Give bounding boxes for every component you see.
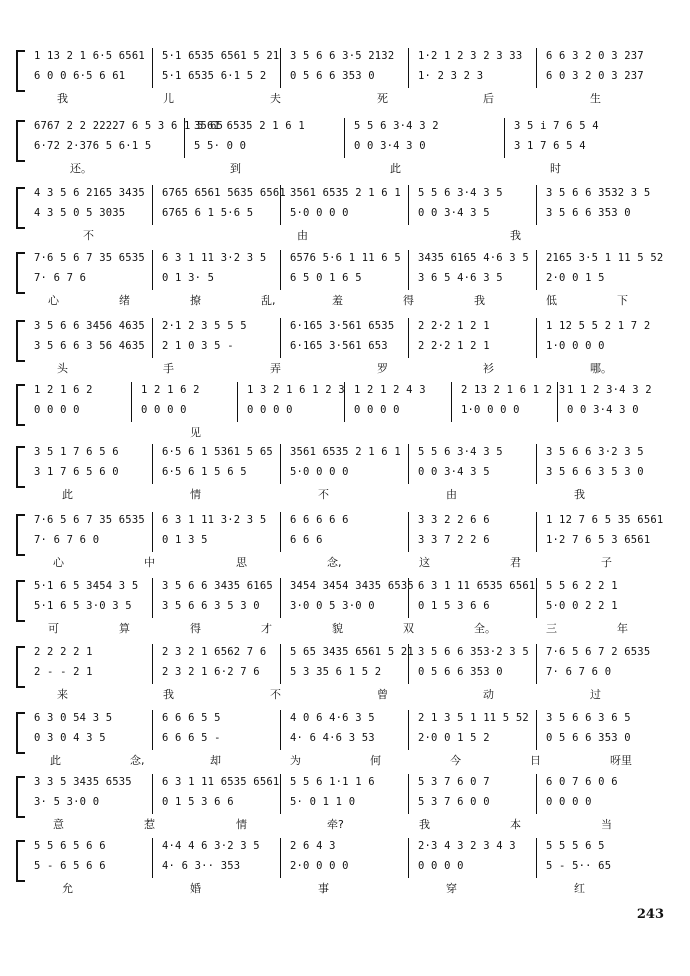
system-brace — [16, 187, 25, 229]
lyric-word: 貌 — [332, 622, 343, 635]
music-system — [30, 118, 670, 176]
measure-notation: 4 3 5 6 2165 3435 — [34, 187, 145, 199]
upper-notation-line — [30, 320, 670, 340]
measure-notation: 3 3 2 2 6 6 — [418, 514, 490, 526]
lyric-word: 念, — [130, 754, 145, 767]
measure-notation: 3 5 6 6 3 5 3 0 — [162, 600, 260, 612]
lyric-word: 穿 — [446, 882, 457, 895]
music-system — [30, 48, 670, 106]
upper-notation-line — [30, 50, 670, 70]
upper-notation-line — [30, 187, 670, 207]
measure-notation: 2 3 2 1 6562 7 6 — [162, 646, 267, 658]
lyrics-line — [30, 554, 670, 570]
measure-notation: 0 1 5 3 6 6 — [162, 796, 234, 808]
measure-notation: 1 3 2 1 6 1 2 3 — [247, 384, 345, 396]
lyrics-line — [30, 816, 670, 832]
lower-notation-line — [30, 140, 670, 160]
lyric-word: 不 — [318, 488, 329, 501]
lyric-word: 允 — [62, 882, 73, 895]
lower-notation-line — [30, 534, 670, 554]
measure-notation: 2 1 3 5 1 11 5 52 — [418, 712, 529, 724]
lyric-word: 此 — [50, 754, 61, 767]
measure-notation: 3 3 7 2 2 6 — [418, 534, 490, 546]
measure-notation: 0 5 6 6 353 0 — [546, 732, 631, 744]
measure-notation: 6·72 2·376 5 6·1 5 — [34, 140, 152, 152]
lyric-word: 惹 — [144, 818, 155, 831]
measure-notation: 6 3 1 11 6535 6561 — [162, 776, 280, 788]
system-brace — [16, 320, 25, 362]
measure-notation: 3 5 6 6 3435 6165 — [162, 580, 273, 592]
lyrics-line — [30, 360, 670, 376]
measure-notation: 6·165 3·561 653 — [290, 340, 388, 352]
measure-notation: 1 2 1 6 2 — [141, 384, 200, 396]
lyric-word: 后 — [483, 92, 494, 105]
measure-notation: 0 5 6 6 353 0 — [418, 666, 503, 678]
measure-notation: 3561 6535 2 1 6 1 — [290, 187, 401, 199]
lyric-word: 我 — [163, 688, 174, 701]
lyric-word: 此 — [390, 162, 401, 175]
measure-notation: 1·2 1 2 3 2 3 33 — [418, 50, 523, 62]
lyric-word: 我 — [510, 229, 521, 242]
measure-notation: 3454 3454 3435 6535 — [290, 580, 414, 592]
lyric-word: 思 — [236, 556, 247, 569]
measure-notation: 6765 6 1 5·6 5 — [162, 207, 254, 219]
measure-notation: 5·0 0 0 0 — [290, 207, 349, 219]
measure-notation: 3561 6535 2 1 6 1 — [194, 120, 305, 132]
lyric-word: 心 — [53, 556, 64, 569]
measure-notation: 6 3 1 11 3·2 3 5 — [162, 514, 267, 526]
measure-notation: 3 3 5 3435 6535 — [34, 776, 132, 788]
lyric-word: 乱, — [261, 294, 276, 307]
lyric-word: 我 — [419, 818, 430, 831]
measure-notation: 6 6 3 2 0 3 237 — [546, 50, 644, 62]
system-brace — [16, 50, 25, 92]
measure-notation: 3435 6165 4·6 3 5 — [418, 252, 529, 264]
measure-notation: 5 - 5·· 65 — [546, 860, 612, 872]
measure-notation: 6576 5·6 1 11 6 5 — [290, 252, 401, 264]
lyric-word: 情 — [236, 818, 247, 831]
system-brace — [16, 580, 25, 622]
measure-notation: 2 1 0 3 5 - — [162, 340, 234, 352]
measure-notation: 6 0 3 2 0 3 237 — [546, 70, 644, 82]
measure-notation: 2165 3·5 1 11 5 52 — [546, 252, 664, 264]
measure-notation: 2 6 4 3 — [290, 840, 336, 852]
measure-notation: 2 13 2 1 6 1 2 3 — [461, 384, 566, 396]
lyric-word: 念, — [327, 556, 342, 569]
measure-notation: 5 5 5 6 5 — [546, 840, 605, 852]
measure-notation: 5·0 0 2 2 1 — [546, 600, 618, 612]
measure-notation: 6·5 6 1 5361 5 65 — [162, 446, 273, 458]
measure-notation: 5·0 0 0 0 — [290, 466, 349, 478]
music-system — [30, 774, 670, 832]
lyric-word: 不 — [270, 688, 281, 701]
measure-notation: 3·0 0 5 3·0 0 — [290, 600, 375, 612]
lyric-word: 全。 — [474, 622, 496, 635]
measure-notation: 2·3 4 3 2 3 4 3 — [418, 840, 516, 852]
system-brace — [16, 646, 25, 688]
lyric-word: 由 — [446, 488, 457, 501]
measure-notation: 6 3 1 11 6535 6561 — [418, 580, 536, 592]
lyric-word: 君 — [510, 556, 521, 569]
lyric-word: 羞 — [332, 294, 343, 307]
lyric-word: 由 — [297, 229, 308, 242]
upper-notation-line — [30, 384, 670, 404]
lyric-word: 儿 — [163, 92, 174, 105]
measure-notation: 6 0 0 6·5 6 61 — [34, 70, 126, 82]
measure-notation: 3 5 1 7 6 5 6 — [34, 446, 119, 458]
lyric-word: 婚 — [190, 882, 201, 895]
measure-notation: 3 5 6 6 3·2 3 5 — [546, 446, 644, 458]
lyric-word: 时 — [550, 162, 561, 175]
measure-notation: 4 0 6 4·6 3 5 — [290, 712, 375, 724]
lyric-word: 曾 — [377, 688, 388, 701]
lyric-word: 低 — [546, 294, 557, 307]
lyrics-line — [30, 686, 670, 702]
upper-notation-line — [30, 252, 670, 272]
lower-notation-line — [30, 207, 670, 227]
measure-notation: 0 0 0 0 — [546, 796, 592, 808]
music-system — [30, 838, 670, 896]
measure-notation: 6 5 0 1 6 5 — [290, 272, 362, 284]
measure-notation: 6 3 1 11 3·2 3 5 — [162, 252, 267, 264]
lyrics-line — [30, 160, 670, 176]
lyric-word: 过 — [590, 688, 601, 701]
measure-notation: 2 - - 2 1 — [34, 666, 93, 678]
lyric-word: 才 — [261, 622, 272, 635]
measure-notation: 2·1 2 3 5 5 5 — [162, 320, 247, 332]
measure-notation: 5 5· 0 0 — [194, 140, 247, 152]
lyrics-line — [30, 90, 670, 106]
measure-notation: 3 5 6 6 3456 4635 — [34, 320, 145, 332]
measure-notation: 6 0 7 6 0 6 — [546, 776, 618, 788]
measure-notation: 1 12 7 6 5 35 6561 — [546, 514, 664, 526]
lyric-word: 呀里 — [610, 754, 632, 767]
lyric-word: 得 — [403, 294, 414, 307]
measure-notation: 0 0 3·4 3 0 — [567, 404, 639, 416]
lyrics-line — [30, 424, 670, 440]
lyrics-line — [30, 227, 670, 243]
lower-notation-line — [30, 272, 670, 292]
lyric-word: 红 — [574, 882, 585, 895]
music-system — [30, 444, 670, 502]
measure-notation: 0 0 0 0 — [354, 404, 400, 416]
music-system — [30, 710, 670, 768]
upper-notation-line — [30, 840, 670, 860]
lower-notation-line — [30, 732, 670, 752]
lower-notation-line — [30, 666, 670, 686]
measure-notation: 6767 2 2 22227 6 5 3 6 1 5 65 — [34, 120, 224, 132]
lower-notation-line — [30, 600, 670, 620]
measure-notation: 3 5 6 6 3532 3 5 — [546, 187, 651, 199]
lyrics-line — [30, 292, 670, 308]
measure-notation: 5· 0 1 1 0 — [290, 796, 356, 808]
measure-notation: 5 5 6 3·4 3 5 — [418, 187, 503, 199]
music-system — [30, 250, 670, 308]
measure-notation: 0 0 0 0 — [247, 404, 293, 416]
measure-notation: 7· 6 7 6 0 — [546, 666, 612, 678]
lyric-word: 牵? — [327, 818, 344, 831]
measure-notation: 6 6 6 5 5 — [162, 712, 221, 724]
upper-notation-line — [30, 580, 670, 600]
measure-notation: 3 5 6 6 3 56 4635 — [34, 340, 145, 352]
lower-notation-line — [30, 796, 670, 816]
measure-notation: 0 0 0 0 — [418, 860, 464, 872]
music-system — [30, 512, 670, 570]
measure-notation: 6 3 0 54 3 5 — [34, 712, 113, 724]
lyric-word: 见 — [190, 426, 201, 439]
music-system — [30, 185, 670, 243]
lyric-word: 却 — [210, 754, 221, 767]
measure-notation: 1 1 2 3·4 3 2 — [567, 384, 652, 396]
measure-notation: 6 6 6 — [290, 534, 323, 546]
system-brace — [16, 776, 25, 818]
measure-notation: 5 5 6 2 2 1 — [546, 580, 618, 592]
measure-notation: 4· 6 3·· 353 — [162, 860, 241, 872]
measure-notation: 3 5 6 6 3 5 3 0 — [546, 466, 644, 478]
measure-notation: 3 5 i 7 6 5 4 — [514, 120, 599, 132]
measure-notation: 6 6 6 5 - — [162, 732, 221, 744]
lyric-word: 到 — [230, 162, 241, 175]
measure-notation: 1·0 0 0 0 — [461, 404, 520, 416]
lyric-word: 日 — [530, 754, 541, 767]
lyric-word: 何 — [370, 754, 381, 767]
upper-notation-line — [30, 514, 670, 534]
measure-notation: 0 0 3·4 3 0 — [354, 140, 426, 152]
measure-notation: 2·0 0 1 5 — [546, 272, 605, 284]
lyric-word: 撩 — [190, 294, 201, 307]
measure-notation: 1 12 5 5 2 1 7 2 — [546, 320, 651, 332]
lyric-word: 中 — [144, 556, 155, 569]
measure-notation: 5 65 3435 6561 5 21 — [290, 646, 414, 658]
measure-notation: 2 2 2 2 1 — [34, 646, 93, 658]
upper-notation-line — [30, 712, 670, 732]
measure-notation: 6 6 6 6 6 — [290, 514, 349, 526]
measure-notation: 0 1 3· 5 — [162, 272, 215, 284]
system-brace — [16, 252, 25, 294]
system-brace — [16, 840, 25, 882]
measure-notation: 1·2 7 6 5 3 6561 — [546, 534, 651, 546]
lyrics-line — [30, 620, 670, 636]
system-brace — [16, 446, 25, 488]
measure-notation: 1· 2 3 2 3 — [418, 70, 484, 82]
measure-notation: 5 3 7 6 0 0 — [418, 796, 490, 808]
measure-notation: 5·1 6 5 3·0 3 5 — [34, 600, 132, 612]
lyrics-line — [30, 486, 670, 502]
measure-notation: 2 2·2 1 2 1 — [418, 320, 490, 332]
lyric-word: 心 — [48, 294, 59, 307]
measure-notation: 3· 5 3·0 0 — [34, 796, 100, 808]
lyric-word: 年 — [617, 622, 628, 635]
measure-notation: 4· 6 4·6 3 53 — [290, 732, 375, 744]
measure-notation: 3 5 6 6 3·5 2132 — [290, 50, 395, 62]
system-brace — [16, 384, 25, 426]
lyric-word: 为 — [290, 754, 301, 767]
lyric-word: 衫 — [483, 362, 494, 375]
measure-notation: 5·1 6535 6561 5 21 — [162, 50, 280, 62]
lyric-word: 哪。 — [590, 362, 612, 375]
lyric-word: 来 — [57, 688, 68, 701]
lyric-word: 今 — [450, 754, 461, 767]
lower-notation-line — [30, 860, 670, 880]
upper-notation-line — [30, 446, 670, 466]
measure-notation: 3 5 6 6 353·2 3 5 — [418, 646, 529, 658]
lower-notation-line — [30, 466, 670, 486]
lower-notation-line — [30, 404, 670, 424]
measure-notation: 5 - 6 5 6 6 — [34, 860, 106, 872]
lyric-word: 情 — [190, 488, 201, 501]
lyric-word: 此 — [62, 488, 73, 501]
lyric-word: 生 — [590, 92, 601, 105]
lyric-word: 罗 — [377, 362, 388, 375]
measure-notation: 2·0 0 0 0 — [290, 860, 349, 872]
lyric-word: 死 — [377, 92, 388, 105]
lyric-word: 我 — [57, 92, 68, 105]
measure-notation: 0 0 0 0 — [141, 404, 187, 416]
measure-notation: 0 1 3 5 — [162, 534, 208, 546]
measure-notation: 4·4 4 6 3·2 3 5 — [162, 840, 260, 852]
upper-notation-line — [30, 776, 670, 796]
lyric-word: 可 — [48, 622, 59, 635]
lyric-word: 手 — [163, 362, 174, 375]
lyric-word: 还。 — [70, 162, 92, 175]
lyric-word: 算 — [119, 622, 130, 635]
lyric-word: 我 — [474, 294, 485, 307]
measure-notation: 0 5 6 6 353 0 — [290, 70, 375, 82]
measure-notation: 7·6 5 6 7 35 6535 — [34, 252, 145, 264]
measure-notation: 5 3 7 6 0 7 — [418, 776, 490, 788]
measure-notation: 5 3 35 6 1 5 2 — [290, 666, 382, 678]
lyric-word: 意 — [53, 818, 64, 831]
music-system — [30, 382, 670, 440]
system-brace — [16, 712, 25, 754]
measure-notation: 7· 6 7 6 0 — [34, 534, 100, 546]
page-number: 243 — [636, 907, 664, 922]
system-brace — [16, 120, 25, 162]
measure-notation: 1 13 2 1 6·5 6561 — [34, 50, 145, 62]
measure-notation: 0 0 3·4 3 5 — [418, 207, 490, 219]
measure-notation: 5 5 6 3·4 3 2 — [354, 120, 439, 132]
lyric-word: 三 — [546, 622, 557, 635]
measure-notation: 0 1 5 3 6 6 — [418, 600, 490, 612]
measure-notation: 2 2·2 1 2 1 — [418, 340, 490, 352]
measure-notation: 6·5 6 1 5 6 5 — [162, 466, 247, 478]
lyric-word: 双 — [403, 622, 414, 635]
lyric-word: 不 — [83, 229, 94, 242]
measure-notation: 4 3 5 0 5 3035 — [34, 207, 126, 219]
lyric-word: 这 — [419, 556, 430, 569]
measure-notation: 1 2 1 6 2 — [34, 384, 93, 396]
lyric-word: 夫 — [270, 92, 281, 105]
measure-notation: 6765 6561 5635 6561 — [162, 187, 286, 199]
measure-notation: 3 5 6 6 353 0 — [546, 207, 631, 219]
lyric-word: 弄 — [270, 362, 281, 375]
music-system — [30, 318, 670, 376]
measure-notation: 5 5 6 5 6 6 — [34, 840, 106, 852]
measure-notation: 3 1 7 6 5 6 0 — [34, 466, 119, 478]
music-system — [30, 644, 670, 702]
lyric-word: 下 — [617, 294, 628, 307]
lyric-word: 动 — [483, 688, 494, 701]
measure-notation: 5 5 6 1·1 1 6 — [290, 776, 375, 788]
upper-notation-line — [30, 120, 670, 140]
measure-notation: 7·6 5 6 7 35 6535 — [34, 514, 145, 526]
measure-notation: 2·0 0 1 5 2 — [418, 732, 490, 744]
measure-notation: 3561 6535 2 1 6 1 — [290, 446, 401, 458]
system-brace — [16, 514, 25, 556]
measure-notation: 1·0 0 0 0 — [546, 340, 605, 352]
measure-notation: 1 2 1 2 4 3 — [354, 384, 426, 396]
lyrics-line — [30, 880, 670, 896]
measure-notation: 5 5 6 3·4 3 5 — [418, 446, 503, 458]
measure-notation: 7·6 5 6 7 2 6535 — [546, 646, 651, 658]
lyric-word: 当 — [601, 818, 612, 831]
measure-notation: 7· 6 7 6 — [34, 272, 87, 284]
lyric-word: 头 — [57, 362, 68, 375]
lower-notation-line — [30, 70, 670, 90]
measure-notation: 0 0 3·4 3 5 — [418, 466, 490, 478]
measure-notation: 5·1 6535 6·1 5 2 — [162, 70, 267, 82]
lyrics-line — [30, 752, 670, 768]
lyric-word: 我 — [574, 488, 585, 501]
upper-notation-line — [30, 646, 670, 666]
measure-notation: 2 3 2 1 6·2 7 6 — [162, 666, 260, 678]
lower-notation-line — [30, 340, 670, 360]
music-system — [30, 578, 670, 636]
lyric-word: 得 — [190, 622, 201, 635]
lyric-word: 绪 — [119, 294, 130, 307]
lyric-word: 本 — [510, 818, 521, 831]
measure-notation: 6·165 3·561 6535 — [290, 320, 395, 332]
lyric-word: 事 — [318, 882, 329, 895]
measure-notation: 0 0 0 0 — [34, 404, 80, 416]
measure-notation: 3 1 7 6 5 4 — [514, 140, 586, 152]
measure-notation: 0 3 0 4 3 5 — [34, 732, 106, 744]
measure-notation: 5·1 6 5 3454 3 5 — [34, 580, 139, 592]
measure-notation: 3 5 6 6 3 6 5 — [546, 712, 631, 724]
lyric-word: 子 — [601, 556, 612, 569]
measure-notation: 3 6 5 4·6 3 5 — [418, 272, 503, 284]
